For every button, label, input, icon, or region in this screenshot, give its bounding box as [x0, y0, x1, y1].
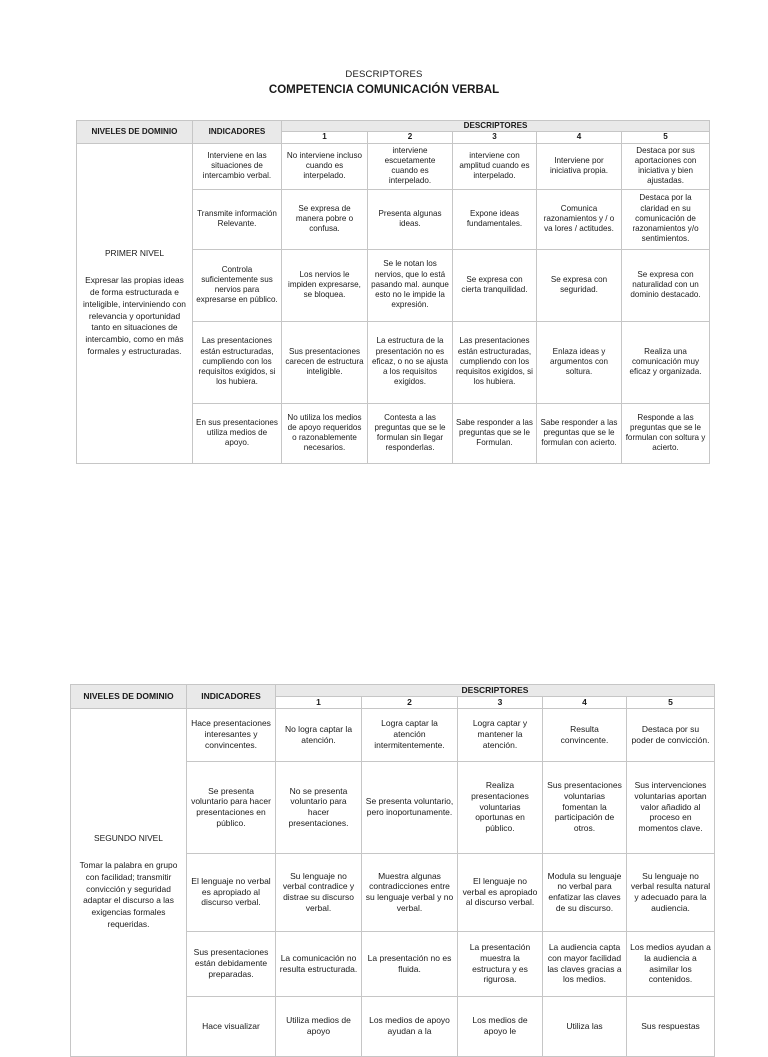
descriptor-cell: La presentación muestra la estructura y es rigurosa. [458, 931, 543, 996]
descriptor-cell: Sabe responder a las preguntas que se le formulan con acierto. [537, 403, 622, 463]
header-scale-1: 1 [282, 132, 368, 143]
descriptor-cell: Sus presentaciones voluntarias fomentan la participación de otros. [543, 761, 627, 853]
indicator-cell: Transmite información Relevante. [193, 189, 282, 249]
descriptor-cell: Se expresa con seguridad. [537, 249, 622, 321]
document-title: COMPETENCIA COMUNICACIÓN VERBAL [268, 84, 500, 96]
descriptor-cell: Destaca por sus aportaciones con iniciativa y bien ajustadas. [622, 143, 710, 189]
descriptor-cell: Enlaza ideas y argumentos con soltura. [537, 321, 622, 403]
header-levels: NIVELES DE DOMINIO [71, 685, 187, 709]
indicator-cell: En sus presentaciones utiliza medios de apoyo. [193, 403, 282, 463]
descriptor-cell: Logra captar la atención intermitentemente. [362, 708, 458, 761]
header-scale-3: 3 [453, 132, 537, 143]
descriptor-cell: Realiza una comunicación muy eficaz y organizada. [622, 321, 710, 403]
header-scale-5: 5 [622, 132, 710, 143]
descriptor-cell: Expone ideas fundamentales. [453, 189, 537, 249]
level-description: Tomar la palabra en grupo con facilidad; transmitir convicción y seguridad adaptar el discurso a las exigencias formales requeridas. [79, 860, 178, 929]
descriptor-cell: Su lenguaje no verbal contradice y distrae su discurso verbal. [276, 853, 362, 931]
descriptor-cell: Realiza presentaciones voluntarias oportunas en público. [458, 761, 543, 853]
header-scale-2: 2 [362, 696, 458, 708]
descriptor-cell: La comunicación no resulta estructurada. [276, 931, 362, 996]
document-kicker: DESCRIPTORES [345, 69, 423, 80]
indicator-cell: Las presentaciones están estructuradas, cumpliendo con los requisitos exigidos, si los hubiera. [193, 321, 282, 403]
indicator-cell: Sus presentaciones están debidamente preparadas. [187, 931, 276, 996]
level-cell [77, 143, 193, 463]
level-description: Expresar las propias ideas de forma estructurada e inteligible, interviniendo con relevancia y oportunidad tanto en situaciones de intercambio, como en más formales y estructuradas. [83, 275, 186, 356]
descriptor-cell: Presenta algunas ideas. [368, 189, 453, 249]
header-scale-2: 2 [368, 132, 453, 143]
descriptor-cell: Sus respuestas [627, 996, 715, 1056]
descriptor-cell: Utiliza medios de apoyo [276, 996, 362, 1056]
header-scale-1: 1 [276, 696, 362, 708]
descriptor-cell: Su lenguaje no verbal resulta natural y adecuado para la audiencia. [627, 853, 715, 931]
indicator-cell: Hace visualizar [187, 996, 276, 1056]
descriptor-cell: Los medios ayudan a la audiencia a asimilar los contenidos. [627, 931, 715, 996]
descriptor-cell: Los nervios le impiden expresarse, se bloquea. [282, 249, 368, 321]
descriptor-cell: Sus intervenciones voluntarias aportan valor añadido al proceso en momentos clave. [627, 761, 715, 853]
descriptor-cell: interviene con amplitud cuando es interpelado. [453, 143, 537, 189]
descriptor-cell: Las presentaciones están estructuradas, cumpliendo con los requisitos exigidos, si los hubiera. [453, 321, 537, 403]
descriptor-cell: La audiencia capta con mayor facilidad las claves gracias a los medios. [543, 931, 627, 996]
descriptor-cell: Se expresa de manera pobre o confusa. [282, 189, 368, 249]
descriptor-cell: Resulta convincente. [543, 708, 627, 761]
indicator-cell: Interviene en las situaciones de intercambio verbal. [193, 143, 282, 189]
descriptor-cell: Sabe responder a las preguntas que se le Formulan. [453, 403, 537, 463]
descriptor-cell: Sus presentaciones carecen de estructura inteligible. [282, 321, 368, 403]
descriptor-cell: No interviene incluso cuando es interpelado. [282, 143, 368, 189]
descriptor-cell: Logra captar y mantener la atención. [458, 708, 543, 761]
header-descriptors: DESCRIPTORES [282, 121, 710, 132]
rubric-table-segundo-nivel [70, 684, 715, 1057]
descriptor-cell: Utiliza las [543, 996, 627, 1056]
indicator-cell: Hace presentaciones interesantes y convincentes. [187, 708, 276, 761]
level-name: PRIMER NIVEL [104, 248, 165, 259]
header-scale-4: 4 [537, 132, 622, 143]
descriptor-cell: Interviene por iniciativa propia. [537, 143, 622, 189]
header-scale-3: 3 [458, 696, 543, 708]
indicator-cell: Se presenta voluntario para hacer presentaciones en público. [187, 761, 276, 853]
descriptor-cell: Contesta a las preguntas que se le formulan sin llegar responderlas. [368, 403, 453, 463]
descriptor-cell: Destaca por su poder de convicción. [627, 708, 715, 761]
header-descriptors: DESCRIPTORES [276, 685, 715, 697]
descriptor-cell: Se expresa con naturalidad con un dominio destacado. [622, 249, 710, 321]
descriptor-cell: Responde a las preguntas que se le formulan con soltura y acierto. [622, 403, 710, 463]
header-levels: NIVELES DE DOMINIO [77, 121, 193, 144]
descriptor-cell: Destaca por la claridad en su comunicación de razonamientos y/o sentimientos. [622, 189, 710, 249]
descriptor-cell: Los medios de apoyo ayudan a la [362, 996, 458, 1056]
descriptor-cell: No logra captar la atención. [276, 708, 362, 761]
header-indicators: INDICADORES [187, 685, 276, 709]
descriptor-cell: interviene escuetamente cuando es interpelado. [368, 143, 453, 189]
header-scale-4: 4 [543, 696, 627, 708]
indicator-cell: El lenguaje no verbal es apropiado al discurso verbal. [187, 853, 276, 931]
descriptor-cell: Se le notan los nervios, que lo está pasando mal. aunque esto no le impide la expresión. [368, 249, 453, 321]
descriptor-cell: No se presenta voluntario para hacer presentaciones. [276, 761, 362, 853]
descriptor-cell: Se expresa con cierta tranquilidad. [453, 249, 537, 321]
descriptor-cell: La presentación no es fluida. [362, 931, 458, 996]
descriptor-cell: Se presenta voluntario, pero inoportunamente. [362, 761, 458, 853]
descriptor-cell: Comunica razonamientos y / o va lores / actitudes. [537, 189, 622, 249]
rubric-table-primer-nivel [76, 120, 710, 464]
descriptor-cell: El lenguaje no verbal es apropiado al discurso verbal. [458, 853, 543, 931]
header-indicators: INDICADORES [193, 121, 282, 144]
descriptor-cell: La estructura de la presentación no es eficaz, o no se ajusta a los requisitos exigidos. [368, 321, 453, 403]
header-scale-5: 5 [627, 696, 715, 708]
level-name: SEGUNDO NIVEL [94, 833, 163, 844]
descriptor-cell: Los medios de apoyo le [458, 996, 543, 1056]
descriptor-cell: Muestra algunas contradicciones entre su lenguaje verbal y no verbal. [362, 853, 458, 931]
descriptor-cell: Modula su lenguaje no verbal para enfatizar las claves de su discurso. [543, 853, 627, 931]
level-cell [71, 708, 187, 1056]
descriptor-cell: No utiliza los medios de apoyo requeridos o razonablemente necesarios. [282, 403, 368, 463]
indicator-cell: Controla suficientemente sus nervios para expresarse en público. [193, 249, 282, 321]
